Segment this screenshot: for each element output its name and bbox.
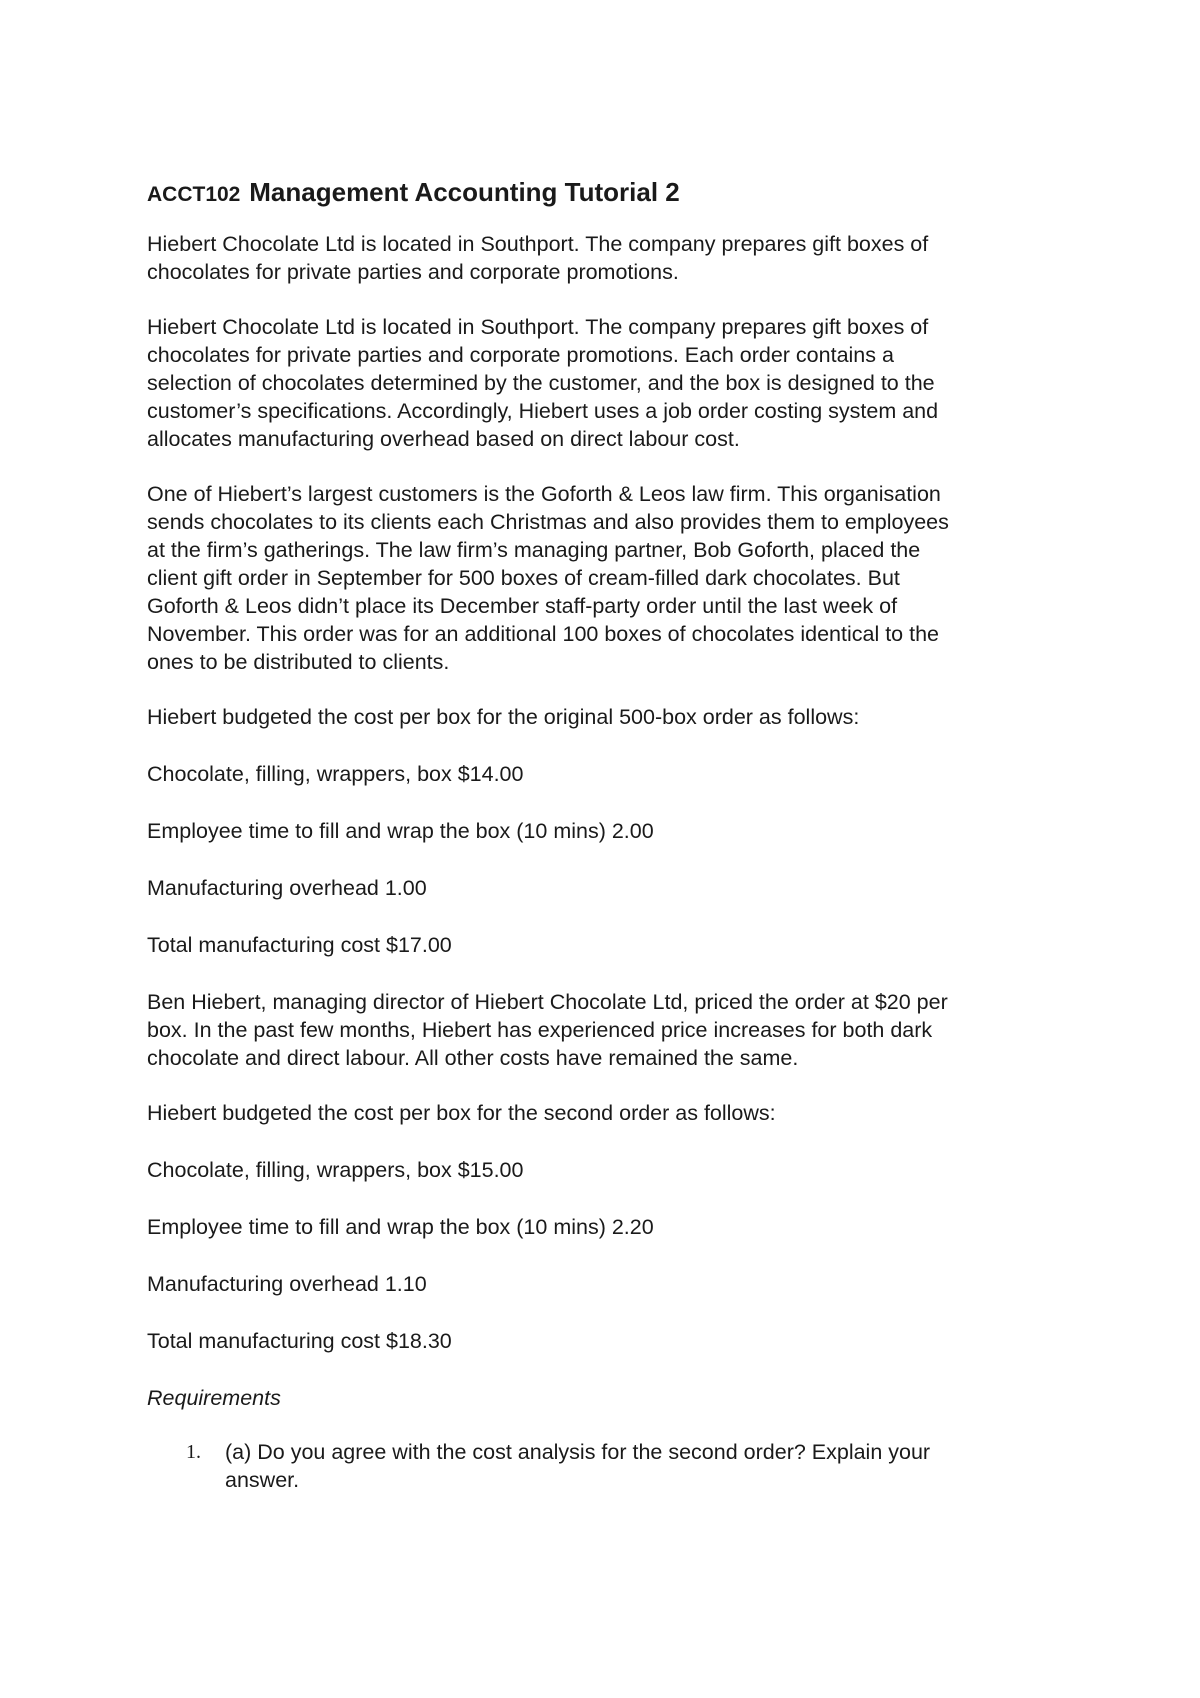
- budget-line-labour-1: Employee time to fill and wrap the box (10 mins) 2.00: [147, 819, 654, 843]
- budget-intro-first-order: Hiebert budgeted the cost per box for the original 500-box order as follows:: [147, 705, 860, 729]
- intro-paragraph: Hiebert Chocolate Ltd is located in Southport. The company prepares gift boxes of chocolates for private parties and corporate promotions.: [147, 232, 929, 284]
- budget-line-labour-2: Employee time to fill and wrap the box (10 mins) 2.20: [147, 1215, 654, 1239]
- budget-line-overhead-1: Manufacturing overhead 1.00: [147, 876, 427, 900]
- requirements-heading: Requirements: [147, 1386, 281, 1410]
- requirement-number: 1.: [186, 1441, 201, 1463]
- pricing-paragraph: Ben Hiebert, managing director of Hiebert Chocolate Ltd, priced the order at $20 per box. In the past few months, Hiebert has experienced price increases for both dark chocolate and direct labour. All other costs have remained the same.: [147, 990, 948, 1070]
- document-title: [147, 173, 1077, 212]
- budget-line-overhead-2: Manufacturing overhead 1.10: [147, 1272, 427, 1296]
- budget-intro-second-order: Hiebert budgeted the cost per box for the second order as follows:: [147, 1101, 776, 1125]
- customer-paragraph: One of Hiebert’s largest customers is the Goforth & Leos law firm. This organisation sends chocolates to its clients each Christmas and also provides them to employees at the firm’s gatherings. The law firm’s managing partner, Bob Goforth, placed the client gift order in September for 500 boxes of cream-filled dark chocolates. But Goforth & Leos didn’t place its December staff-party order until the last week of November. This order was for an additional 100 boxes of chocolates identical to the ones to be distributed to clients.: [147, 482, 949, 674]
- budget-line-materials-2: Chocolate, filling, wrappers, box $15.00: [147, 1158, 524, 1182]
- company-description-paragraph: Hiebert Chocolate Ltd is located in Southport. The company prepares gift boxes of chocolates for private parties and corporate promotions. Each order contains a selection of chocolates determined by the customer, and the box is designed to the customer’s specifications. Accordingly, Hiebert uses a job order costing system and allocates manufacturing overhead based on direct labour cost.: [147, 315, 939, 451]
- budget-line-materials-1: Chocolate, filling, wrappers, box $14.00: [147, 762, 524, 786]
- tutorial-title: Management Accounting Tutorial 2: [249, 177, 680, 207]
- course-code: ACCT102: [147, 183, 241, 206]
- requirement-text: (a) Do you agree with the cost analysis for the second order? Explain your answer.: [225, 1440, 931, 1492]
- requirement-item: [147, 1438, 1077, 1494]
- document-page: [147, 173, 1077, 1494]
- budget-line-total-2: Total manufacturing cost $18.30: [147, 1329, 452, 1353]
- budget-line-total-1: Total manufacturing cost $17.00: [147, 933, 452, 957]
